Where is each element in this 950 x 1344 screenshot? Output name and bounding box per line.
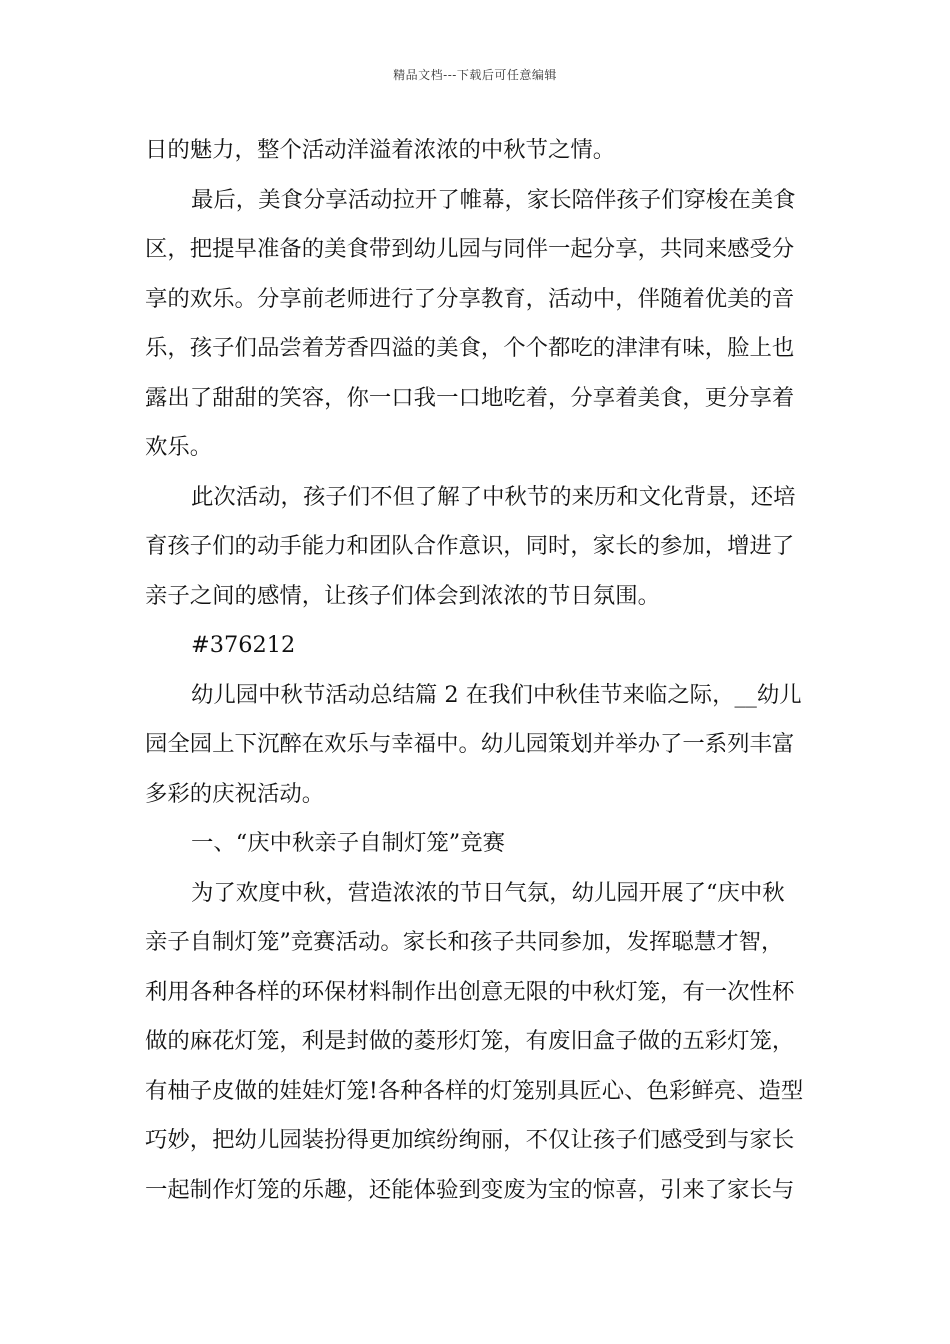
- text-line: 多彩的庆祝活动。: [145, 780, 325, 807]
- text-line: 露出了甜甜的笑容，你一口我一口地吃着，分享着美食，更分享着: [145, 384, 795, 411]
- text-line: 乐，孩子们品尝着芳香四溢的美食，个个都吃的津津有味，脸上也: [145, 335, 795, 361]
- paragraph-start-line: 最后，美食分享活动拉开了帷幕，家长陪伴孩子们穿梭在美食: [191, 186, 796, 213]
- text-line: 园全园上下沉醉在欢乐与幸福中。幼儿园策划并举办了一系列丰富: [145, 731, 795, 757]
- page-header: 精品文档---下载后可任意编辑: [393, 68, 557, 82]
- paragraph-start-line: 幼儿园中秋节活动总结篇 2 在我们中秋佳节来临之际，__幼儿: [191, 681, 802, 708]
- text-line: 区，把提早准备的美食带到幼儿园与同伴一起分享，共同来感受分: [145, 236, 795, 262]
- text-line: 享的欢乐。分享前老师进行了分享教育，活动中，伴随着优美的音: [145, 285, 795, 312]
- section-heading: 一、“庆中秋亲子自制灯笼”竞赛: [191, 830, 505, 856]
- text-line: 一起制作灯笼的乐趣，还能体验到变废为宝的惊喜，引来了家长与: [145, 1176, 795, 1203]
- article-id-line: #376212: [191, 632, 296, 658]
- text-line: 日的魅力，整个活动洋溢着浓浓的中秋节之情。: [145, 137, 616, 163]
- text-line: 亲子自制灯笼”竞赛活动。家长和孩子共同参加，发挥聪慧才智，: [145, 929, 784, 955]
- text-line: 欢乐。: [145, 434, 213, 460]
- paragraph-start-line: 为了欢度中秋，营造浓浓的节日气氛，幼儿园开展了“庆中秋: [191, 879, 785, 906]
- text-line: 做的麻花灯笼，利是封做的菱形灯笼，有废旧盒子做的五彩灯笼，: [145, 1028, 795, 1054]
- text-line: 利用各种各样的环保材料制作出创意无限的中秋灯笼，有一次性杯: [145, 978, 795, 1005]
- document-body: [145, 126, 811, 1215]
- text-line: 有柚子皮做的娃娃灯笼!各种各样的灯笼别具匠心、色彩鲜亮、造型: [145, 1077, 804, 1104]
- text-line: 亲子之间的感情，让孩子们体会到浓浓的节日氛围。: [145, 582, 660, 609]
- text-line: 巧妙，把幼儿园装扮得更加缤纷绚丽，不仅让孩子们感受到与家长: [145, 1127, 795, 1153]
- paragraph-start-line: 此次活动，孩子们不但了解了中秋节的来历和文化背景，还培: [191, 483, 796, 510]
- text-line: 育孩子们的动手能力和团队合作意识，同时，家长的参加，增进了: [145, 533, 795, 559]
